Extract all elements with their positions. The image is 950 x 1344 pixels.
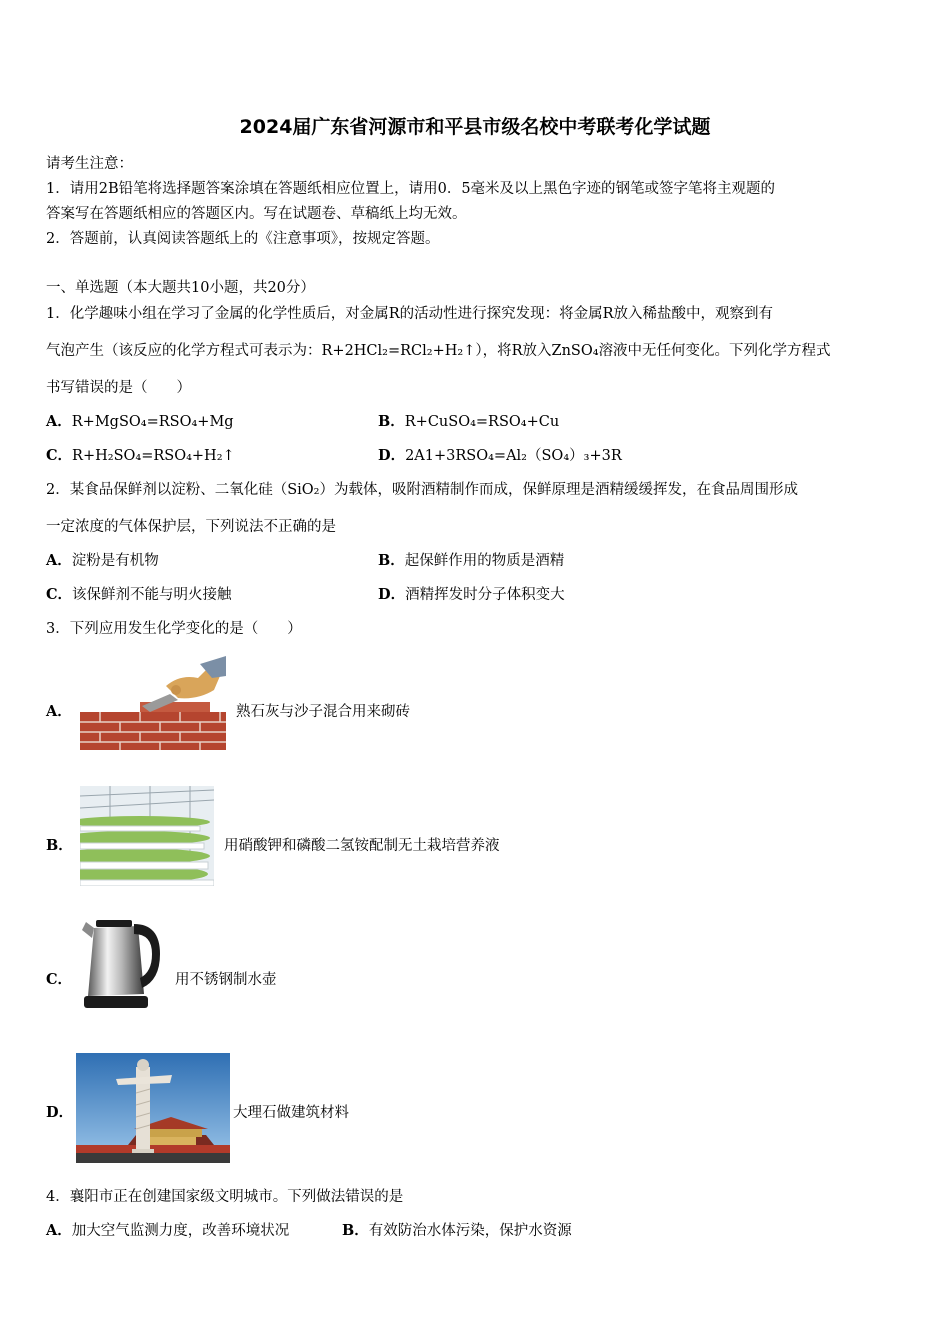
- option-label: B．: [342, 1222, 369, 1239]
- option-label: A．: [46, 552, 72, 569]
- option-label: C．: [46, 971, 73, 988]
- q3-option-a[interactable]: [46, 700, 72, 721]
- q3-option-c-text: 用不锈钢制水壶: [175, 972, 277, 988]
- option-label: C．: [46, 447, 73, 464]
- option-text: R+CuSO₄=RSO₄+Cu: [404, 414, 560, 430]
- q1-stem-line1: 1．化学趣味小组在学习了金属的化学性质后，对金属R的活动性进行探究发现：将金属R放入稀盐酸中，观察到有: [46, 306, 774, 322]
- greenhouse-image: [80, 786, 214, 886]
- option-label: D．: [46, 1104, 74, 1121]
- option-label: D．: [378, 586, 406, 603]
- option-label: A．: [46, 703, 72, 720]
- q2-option-d[interactable]: [378, 583, 565, 604]
- q2-option-c[interactable]: [46, 583, 232, 604]
- option-label: D．: [378, 447, 406, 464]
- q4-option-b[interactable]: [342, 1219, 572, 1240]
- option-label: A．: [46, 1222, 72, 1239]
- notice-heading: 请考生注意：: [46, 156, 133, 172]
- option-text: 加大空气监测力度，改善环境状况: [71, 1223, 290, 1239]
- q2-option-a[interactable]: [46, 549, 159, 570]
- q1-option-a[interactable]: [46, 410, 234, 431]
- q2-stem-line2: 一定浓度的气体保护层，下列说法不正确的是: [46, 519, 336, 535]
- option-text: R+H₂SO₄=RSO₄+H₂↑: [72, 448, 235, 464]
- q3-stem-line1: 3．下列应用发生化学变化的是（ ）: [46, 621, 302, 637]
- option-text: 淀粉是有机物: [71, 553, 159, 569]
- bricklaying-image: [80, 656, 226, 750]
- q2-option-b[interactable]: [378, 549, 564, 570]
- option-text: 酒精挥发时分子体积变大: [405, 587, 565, 603]
- option-text: 2A1+3RSO₄=Al₂（SO₄）₃+3R: [405, 448, 622, 464]
- option-label: C．: [46, 586, 73, 603]
- q3-option-b[interactable]: [46, 834, 73, 855]
- kettle-image: [76, 914, 164, 1012]
- q4-option-a[interactable]: [46, 1219, 289, 1240]
- q4-stem-line1: 4．襄阳市正在创建国家级文明城市。下列做法错误的是: [46, 1189, 404, 1205]
- q1-option-d[interactable]: [378, 444, 622, 465]
- q2-stem-line1: 2．某食品保鲜剂以淀粉、二氧化硅（SiO₂）为载体，吸附酒精制作而成，保鲜原理是酒精缓缓挥发，在食品周围形成: [46, 482, 798, 498]
- option-text: 有效防治水体污染，保护水资源: [368, 1223, 572, 1239]
- q3-option-d[interactable]: [46, 1101, 73, 1122]
- q3-option-d-text: 大理石做建筑材料: [233, 1105, 349, 1121]
- option-label: B．: [378, 552, 405, 569]
- option-label: B．: [46, 837, 73, 854]
- q3-option-b-text: 用硝酸钾和磷酸二氢铵配制无土栽培营养液: [224, 838, 500, 854]
- q3-option-c[interactable]: [46, 968, 72, 989]
- q3-option-a-text: 熟石灰与沙子混合用来砌砖: [236, 704, 410, 720]
- option-label: A．: [46, 413, 72, 430]
- q1-option-c[interactable]: [46, 444, 235, 465]
- q1-option-b[interactable]: [378, 410, 559, 431]
- notice-item1-line2: 答案写在答题纸相应的答题区内。写在试题卷、草稿纸上均无效。: [46, 206, 467, 222]
- notice-item1-line1: 1．请用2B铅笔将选择题答案涂填在答题纸相应位置上，请用0．5毫米及以上黑色字迹的钢笔或签字笔将主观题的: [46, 181, 776, 197]
- option-label: B．: [378, 413, 405, 430]
- marble-column-image: [76, 1053, 230, 1163]
- option-text: 该保鲜剂不能与明火接触: [72, 587, 232, 603]
- q1-stem-line2: 气泡产生（该反应的化学方程式可表示为：R+2HCl₂=RCl₂+H₂↑），将R放入ZnSO₄溶液中无任何变化。下列化学方程式: [46, 343, 831, 359]
- q1-stem-line3: 书写错误的是（ ）: [46, 380, 191, 396]
- option-text: R+MgSO₄=RSO₄+Mg: [71, 414, 234, 430]
- notice-item2: 2．答题前，认真阅读答题纸上的《注意事项》，按规定答题。: [46, 231, 440, 247]
- section-heading: 一、单选题（本大题共10小题，共20分）: [46, 280, 315, 296]
- option-text: 起保鲜作用的物质是酒精: [404, 553, 565, 569]
- page-title: 2024届广东省河源市和平县市级名校中考联考化学试题: [239, 116, 711, 138]
